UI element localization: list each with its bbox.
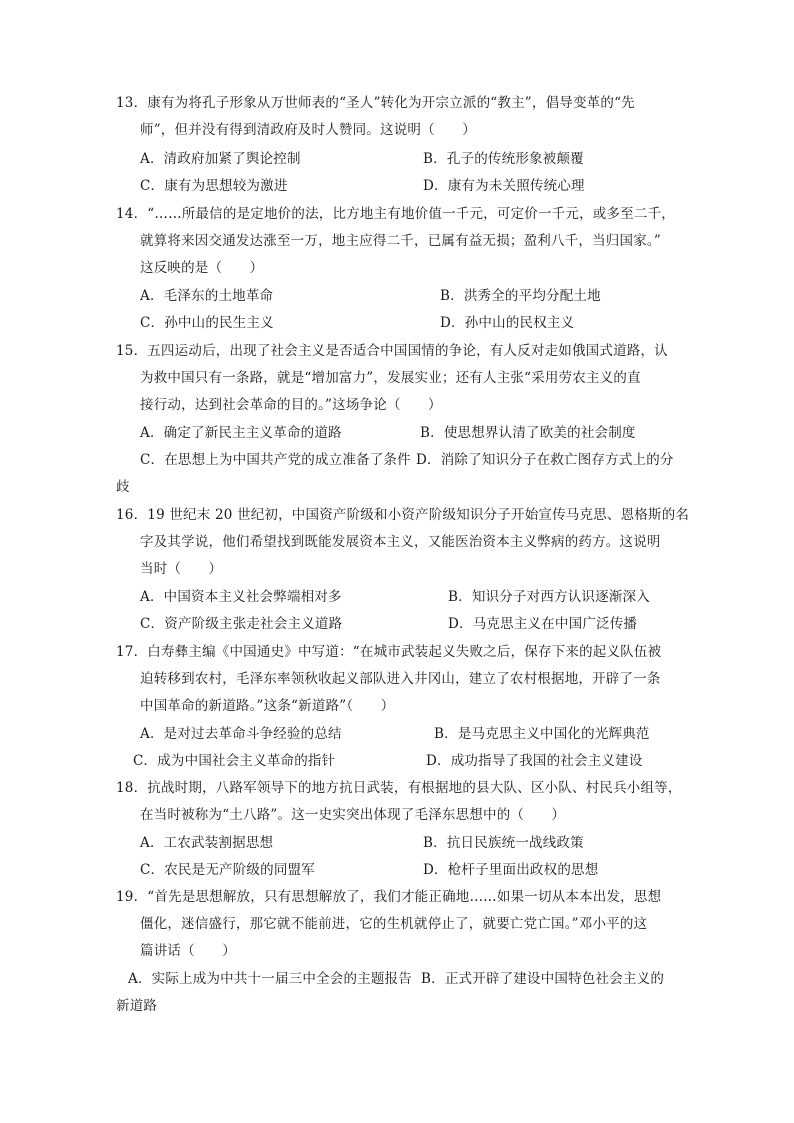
question-19-option-b-wrap: 新道路	[116, 998, 158, 1014]
question-13-line-2: 师”，但并没有得到清政府及时人赞同。这说明（ ）	[140, 122, 476, 138]
question-17-option-c: C．成为中国社会主义革命的指针	[133, 753, 336, 769]
question-15-option-a: A．确定了新民主主义革命的道路	[140, 425, 342, 441]
question-17-line-1: 17．白寿彝主编《中国通史》中写道：“在城市武装起义失败之后，保存下来的起义队伍被	[116, 644, 662, 660]
question-15-option-d: D．消除了知识分子在救亡图存方式上的分	[416, 452, 674, 468]
question-14-option-b: B．洪秀全的平均分配土地	[440, 288, 601, 304]
question-17-option-b: B．是马克思主义中国化的光辉典范	[434, 726, 650, 742]
question-18-option-b: B．抗日民族统一战线政策	[423, 835, 584, 851]
question-14-option-d: D．孙中山的民权主义	[440, 315, 575, 331]
question-19-line-2: 僵化，迷信盛行，那它就不能前进，它的生机就停止了，就要亡党亡国。”邓小平的这	[140, 916, 648, 932]
question-16-line-3: 当时（ ）	[140, 561, 223, 577]
question-16-option-c: C．资产阶级主张走社会主义道路	[140, 616, 343, 632]
question-17-option-d: D．成功指导了我国的社会主义建设	[426, 753, 643, 769]
question-16-option-a: A．中国资本主义社会弊端相对多	[140, 589, 342, 605]
question-17-option-a: A．是对过去革命斗争经验的总结	[140, 726, 342, 742]
question-14-line-3: 这反映的是（ ）	[140, 260, 264, 276]
question-14-option-c: C．孙中山的民生主义	[140, 315, 274, 331]
question-18-option-a: A．工农武装割据思想	[140, 835, 274, 851]
question-16-option-d: D．马克思主义在中国广泛传播	[448, 616, 638, 632]
question-14-line-2: 就算将来因交通发达涨至一万，地主应得二千，已属有益无损；盈利八千，当归国家。”	[140, 233, 661, 249]
question-18-option-c: C．农民是无产阶级的同盟军	[140, 862, 315, 878]
question-19-line-3: 篇讲话（ ）	[140, 943, 236, 959]
question-15-line-1: 15．五四运动后，出现了社会主义是否适合中国国情的争论，有人反对走如俄国式道路，认	[116, 343, 668, 359]
question-15-line-2: 为救中国只有一条路，就是“增加富力”，发展实业；还有人主张“采用劳农主义的直	[140, 370, 641, 386]
question-13-option-c: C．康有为思想较为激进	[140, 178, 288, 194]
question-13-option-b: B．孔子的传统形象被颠覆	[423, 151, 584, 167]
question-18-line-1: 18．抗战时期，八路军领导下的地方抗日武装，有根据地的县大队、区小队、村民兵小组等，	[116, 780, 682, 796]
question-15-option-d-wrap: 歧	[116, 479, 130, 495]
question-17-line-3: 中国革命的新道路。”这条“新道路”（ ）	[140, 698, 395, 714]
question-16-option-b: B．知识分子对西方认识逐渐深入	[448, 589, 650, 605]
question-15-option-c: C．在思想上为中国共产党的成立准备了条件	[140, 452, 411, 468]
question-18-option-d: D．枪杆子里面出政权的思想	[423, 862, 599, 878]
question-16-line-2: 字及其学说，他们希望找到既能发展资本主义，又能医治资本主义弊病的药方。这说明	[140, 534, 661, 550]
question-13-option-d: D．康有为未关照传统心理	[423, 178, 585, 194]
question-13-option-a: A．清政府加紧了舆论控制	[140, 151, 301, 167]
question-13-line-1: 13．康有为将孔子形象从万世师表的“圣人”转化为开宗立派的“教主”，倡导变革的“先	[116, 95, 635, 111]
question-14-line-1: 14．“……所最信的是定地价的法，比方地主有地价值一千元，可定价一千元，或多至二千，	[116, 206, 675, 222]
question-14-option-a: A．毛泽东的土地革命	[140, 288, 274, 304]
question-19-option-a: A．实际上成为中共十一届三中全会的主题报告	[128, 971, 412, 987]
question-19-line-1: 19．“首先是思想解放，只有思想解放了，我们才能正确地……如果一切从本本出发，思想	[116, 889, 662, 905]
question-17-line-2: 迫转移到农村，毛泽东率领秋收起义部队进入井冈山，建立了农村根据地，开辟了一条	[140, 671, 661, 687]
question-19-option-b: B．正式开辟了建设中国特色社会主义的	[421, 971, 665, 987]
question-15-option-b: B．使思想界认清了欧美的社会制度	[420, 425, 636, 441]
question-16-line-1: 16．19 世纪末 20 世纪初，中国资产阶级和小资产阶级知识分子开始宣传马克思、恩格斯的名	[116, 507, 690, 523]
question-18-line-2: 在当时被称为“土八路”。这一史实突出体现了毛泽东思想中的（ ）	[140, 807, 566, 823]
question-15-line-3: 接行动，达到社会革命的目的。”这场争论（ ）	[140, 397, 442, 413]
